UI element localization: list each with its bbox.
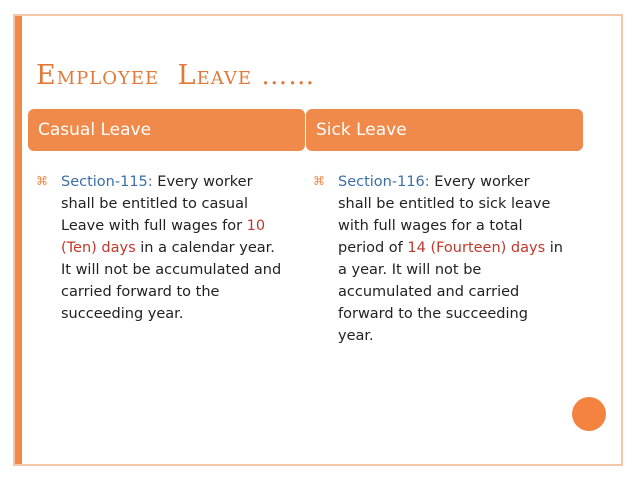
sick-leave-body-1: Every worker shall be entitled to sick leave with full wages for a total period of [338,174,551,256]
sick-leave-body-2: in a year. It will not be accumulated and carried forward to the succeeding year. [338,240,563,344]
accent-bar [15,16,22,464]
sick-leave-days: 14 (Fourteen) days [407,240,546,256]
title-initial-2: L [177,60,197,91]
casual-leave-body-1: Every worker shall be entitled to casual Leave with full wages for [61,174,253,234]
section-115-label: Section-115: [61,174,153,190]
sick-leave-header: Sick Leave [306,109,583,151]
bullet-icon: ⌘ [36,174,48,188]
casual-leave-column [36,171,286,325]
slide-title [36,60,315,91]
sick-leave-text [338,171,563,347]
casual-leave-text [61,171,286,325]
casual-leave-header: Casual Leave [28,109,305,151]
title-word-2: eave [196,61,252,91]
title-word-1: mployee [56,61,160,91]
casual-leave-days: 10 (Ten) days [61,218,266,256]
title-ellipsis: …… [252,61,316,91]
section-116-label: Section-116: [338,174,430,190]
title-initial-1: E [36,60,57,91]
sick-leave-column [313,171,563,347]
casual-leave-body-2: in a calendar year. It will not be accumulated and carried forward to the succeeding year. [61,240,282,322]
decorative-circle [572,397,606,431]
bullet-icon: ⌘ [313,174,325,188]
